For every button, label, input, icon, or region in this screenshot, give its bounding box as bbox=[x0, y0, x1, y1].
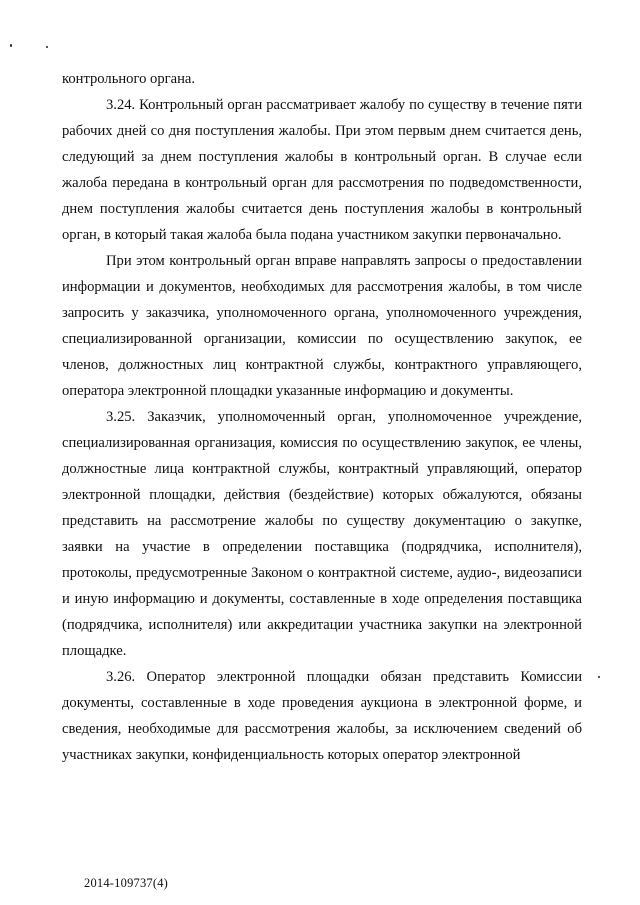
document-body bbox=[62, 66, 582, 768]
paragraph-control-requests: При этом контрольный орган вправе направлять запросы о предоставлении информации и документов, необходимых для рассмотрения жалобы, в том числе запросить у заказчика, уполномоченного органа, уполномоченного учреждения, специализированной организации, комиссии по осуществлению закупок, ее членов, должностных лиц контрактной службы, контрактного управляющего, оператора электронной площадки указанные информацию и документы. bbox=[62, 253, 582, 399]
continuation-line: контрольного органа. bbox=[62, 71, 196, 87]
paragraph-3-24: 3.24. Контрольный орган рассматривает жалобу по существу в течение пяти рабочих дней со дня поступления жалобы. При этом первым днем считается день, следующий за днем поступления жалобы в контрольный орган. В случае если жалоба передана в контрольный орган для рассмотрения по подведомственности, днем поступления жалобы считается день поступления жалобы в контрольный орган, в который такая жалоба была подана участником закупки первоначально. bbox=[62, 97, 582, 243]
scan-speck bbox=[598, 676, 600, 678]
document-code: 2014-109737(4) bbox=[84, 876, 169, 890]
paragraph-3-25: 3.25. Заказчик, уполномоченный орган, уполномоченное учреждение, специализированная организация, комиссия по осуществлению закупок, ее члены, должностные лица контрактной службы, контрактный управляющий, оператор электронной площадки, действия (бездействие) которых обжалуются, обязаны представить на рассмотрение жалобы по существу документацию о закупке, заявки на участие в определении поставщика (подрядчика, исполнителя), протоколы, предусмотренные Законом о контрактной системе, аудио-, видеозаписи и иную информацию и документы, составленные в ходе определения поставщика (подрядчика, исполнителя) или аккредитации участника закупки на электронной площадке. bbox=[62, 409, 582, 659]
scan-speck bbox=[10, 44, 12, 47]
paragraph-3-26: 3.26. Оператор электронной площадки обязан представить Комиссии документы, составленные в ходе проведения аукциона в электронной форме, и сведения, необходимые для рассмотрения жалобы, за исключением сведений об участниках закупки, конфиденциальность которых оператор электронной bbox=[62, 669, 582, 763]
scan-speck bbox=[46, 46, 48, 48]
